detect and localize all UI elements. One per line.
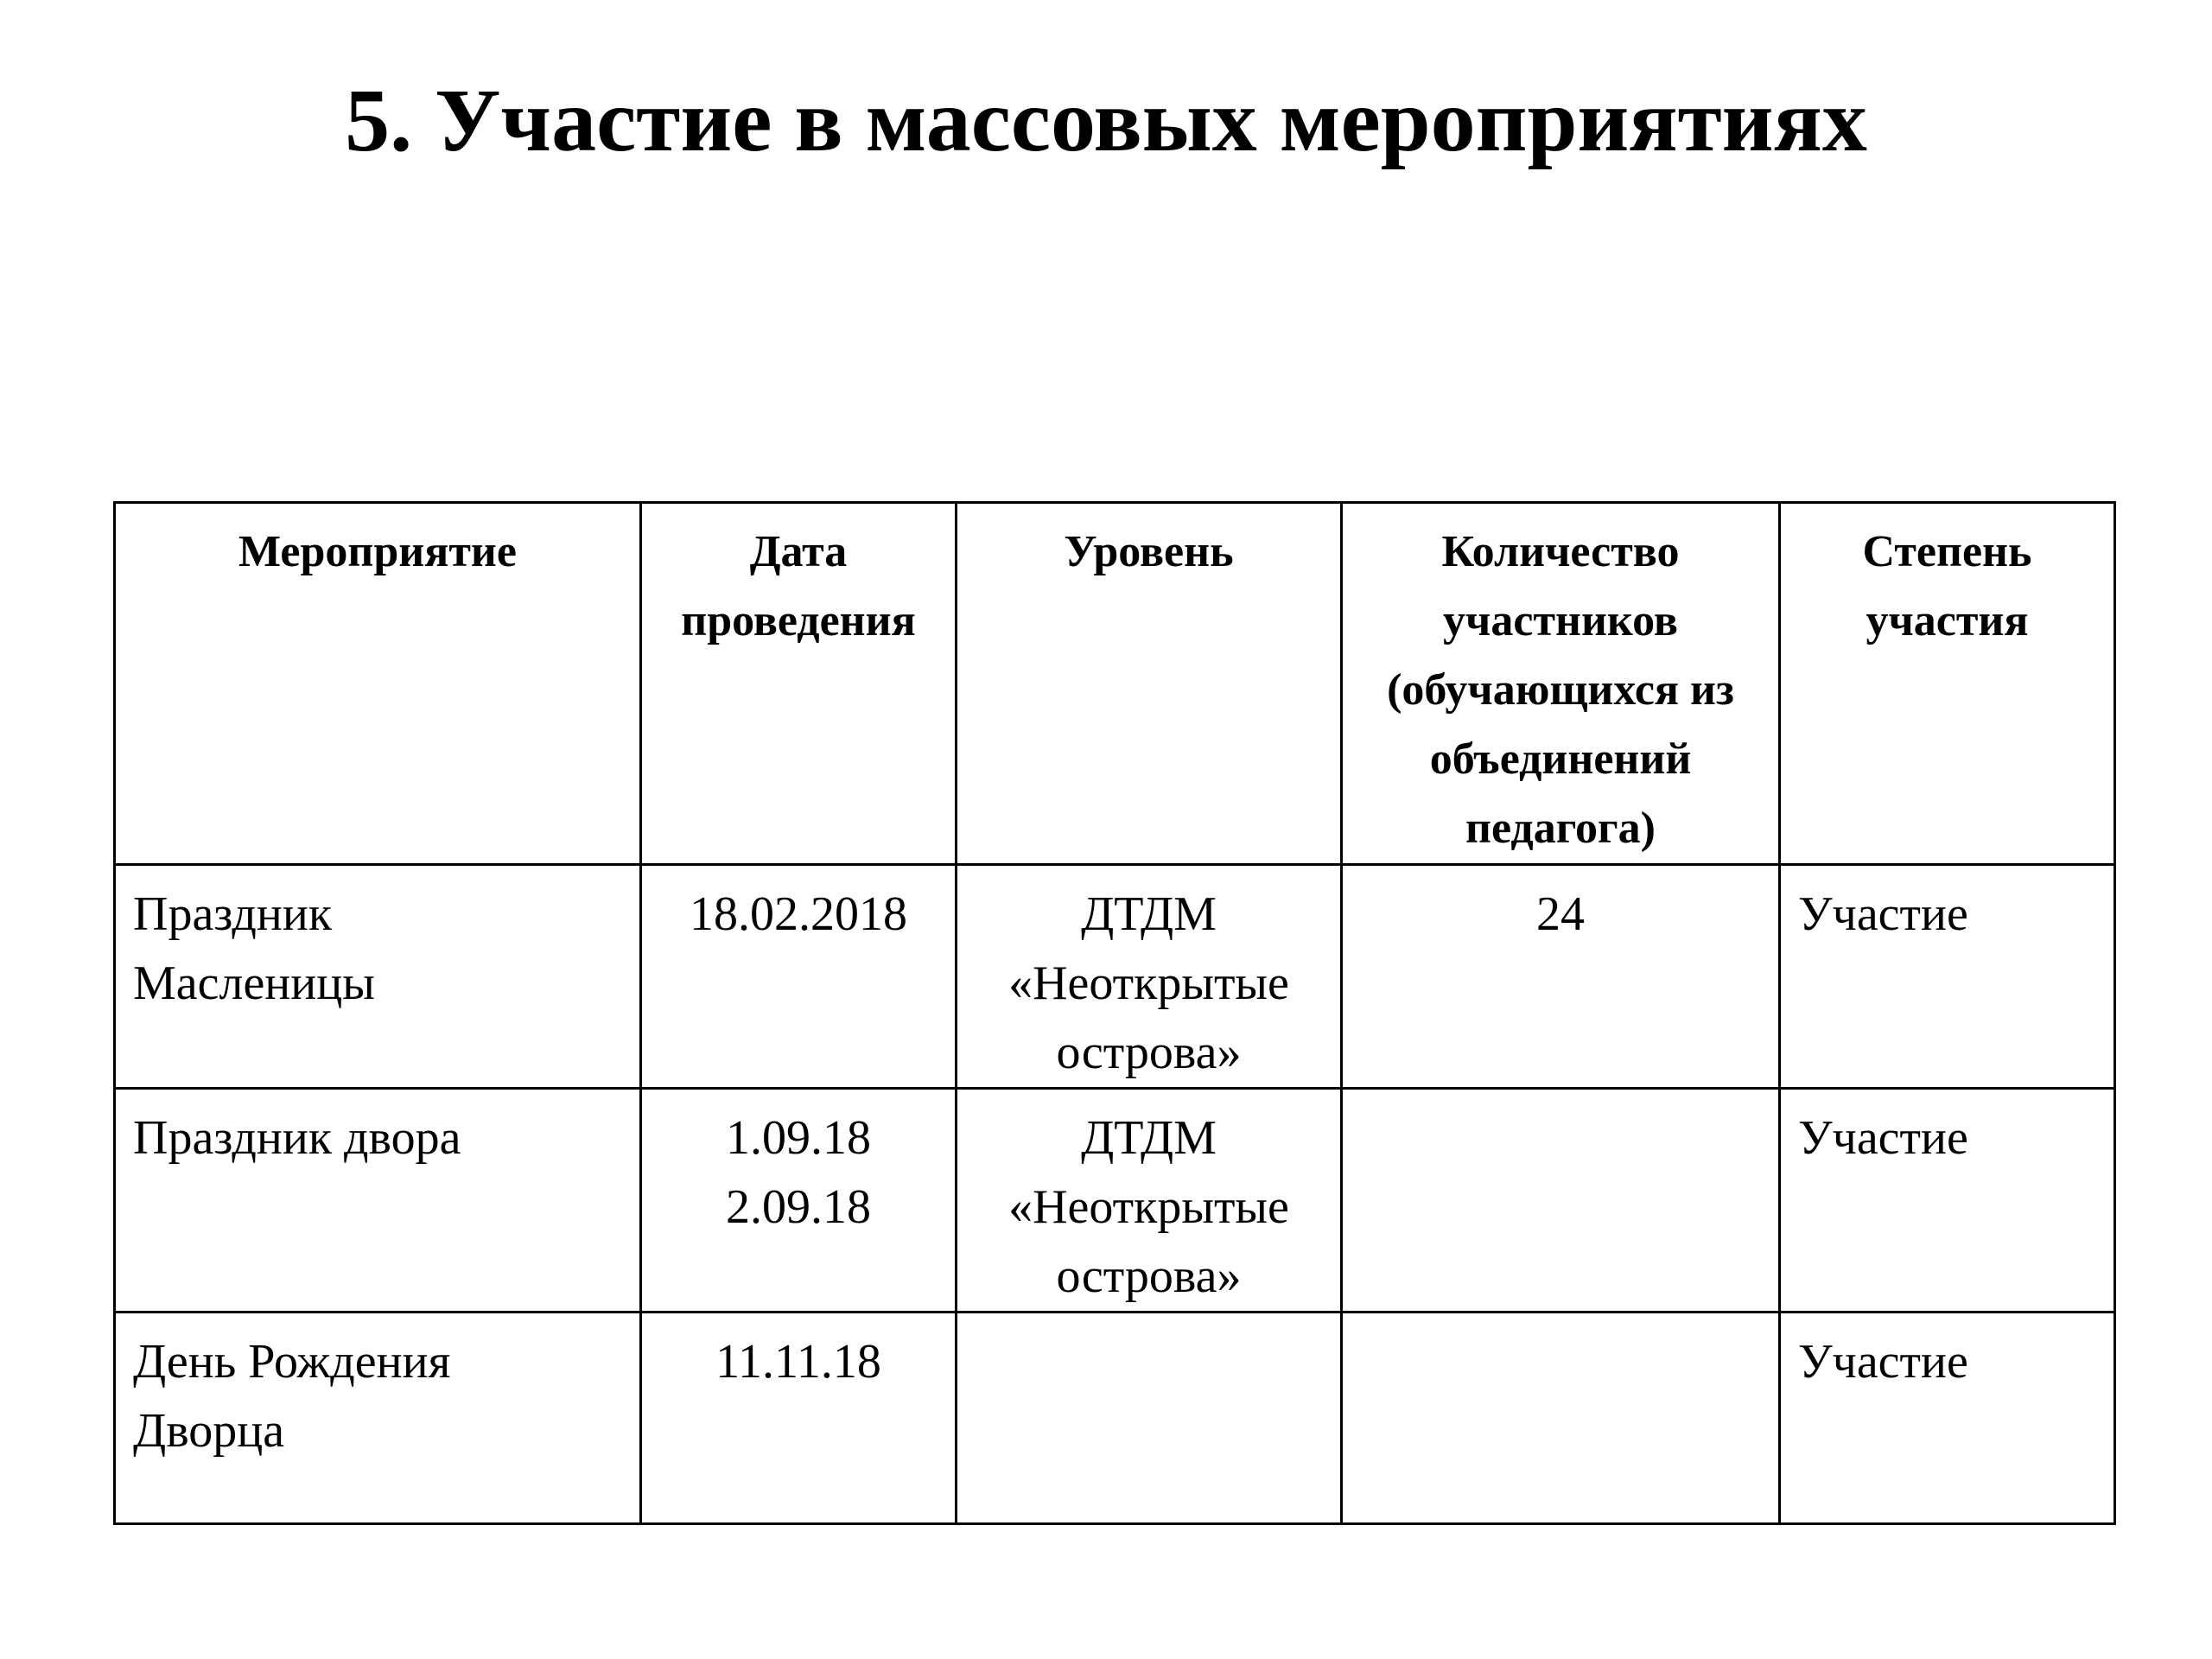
event-cell: День Рождения Дворца bbox=[115, 1313, 641, 1524]
table-row bbox=[115, 865, 2115, 1089]
event-cell: Праздник Масленицы bbox=[115, 865, 641, 1089]
degree-cell: Участие bbox=[1780, 1313, 2115, 1524]
level-cell: ДТДМ «Неоткрытые острова» bbox=[957, 865, 1342, 1089]
participants-cell bbox=[1342, 1089, 1780, 1313]
header-degree: Степень участия bbox=[1780, 503, 2115, 865]
page-title: 5. Участие в массовых мероприятиях bbox=[345, 71, 1867, 170]
level-cell: ДТДМ «Неоткрытые острова» bbox=[957, 1089, 1342, 1313]
table-row bbox=[115, 1089, 2115, 1313]
header-level: Уровень bbox=[957, 503, 1342, 865]
header-participants: Количество участников (обучающихся из объединений педагога) bbox=[1342, 503, 1780, 865]
table-row bbox=[115, 1313, 2115, 1524]
event-cell: Праздник двора bbox=[115, 1089, 641, 1313]
date-cell: 18.02.2018 bbox=[641, 865, 957, 1089]
date-cell: 11.11.18 bbox=[641, 1313, 957, 1524]
header-row bbox=[115, 503, 2115, 865]
header-event: Мероприятие bbox=[115, 503, 641, 865]
events-table bbox=[113, 501, 2116, 1525]
participants-cell bbox=[1342, 1313, 1780, 1524]
degree-cell: Участие bbox=[1780, 865, 2115, 1089]
degree-cell: Участие bbox=[1780, 1089, 2115, 1313]
date-cell: 1.09.18 2.09.18 bbox=[641, 1089, 957, 1313]
header-date: Дата проведения bbox=[641, 503, 957, 865]
participants-cell: 24 bbox=[1342, 865, 1780, 1089]
level-cell bbox=[957, 1313, 1342, 1524]
